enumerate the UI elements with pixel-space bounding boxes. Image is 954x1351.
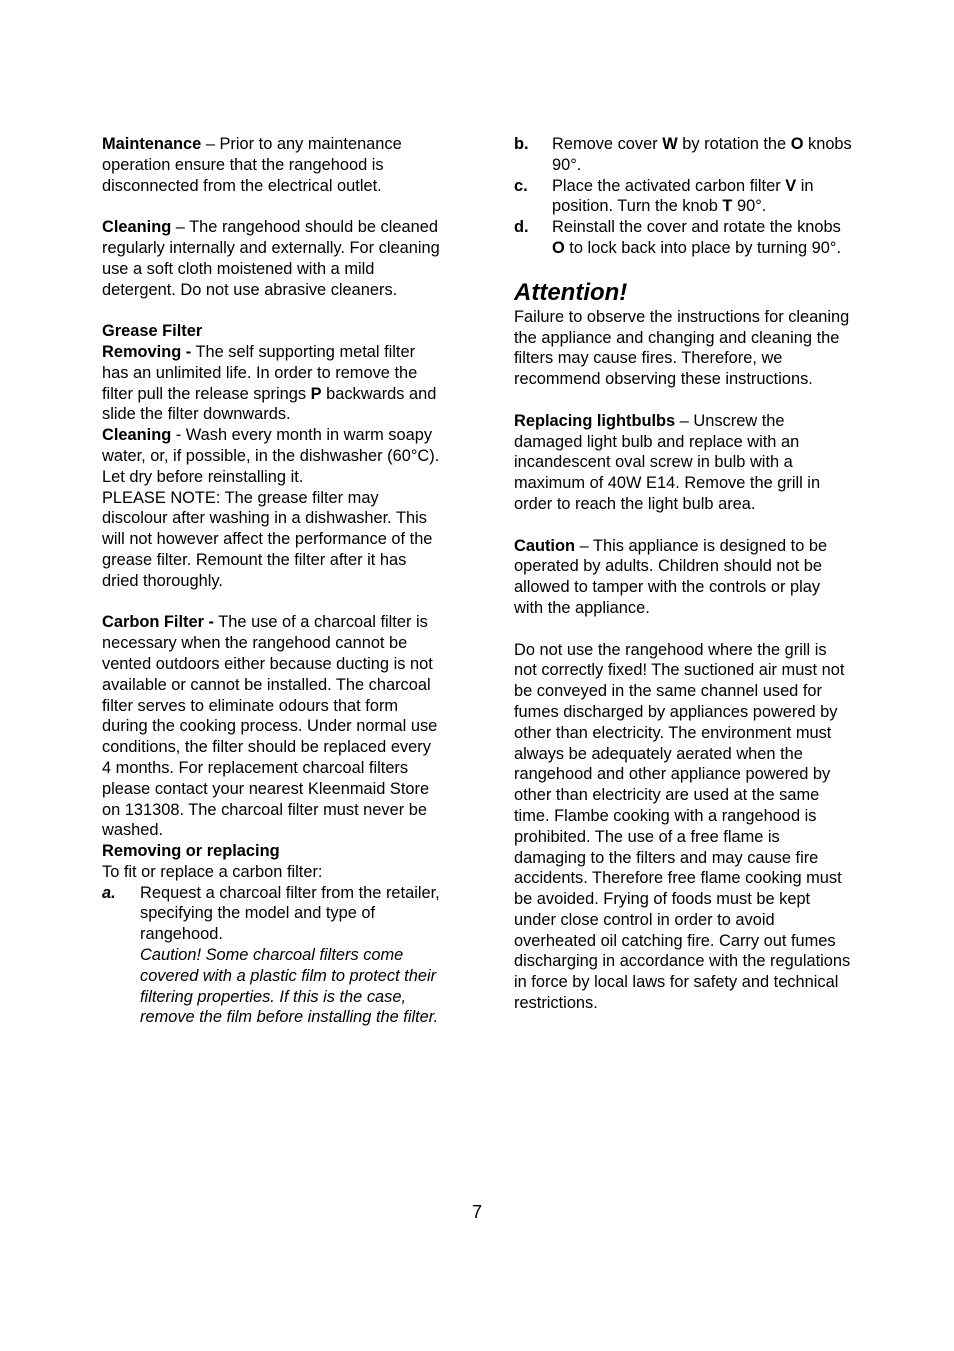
maintenance-heading: Maintenance [102, 135, 202, 153]
list-item-b: b. Remove cover W by rotation the O knobs 90°. [514, 135, 852, 174]
list-item-c: c. Place the activated carbon filter V in position. Turn the knob T 90°. [514, 176, 814, 216]
page-number: 7 [471, 1202, 482, 1222]
attention-heading: Attention! [514, 278, 628, 306]
attention-text: Failure to observe the instructions for cleaning the appliance and changing and cleaning the filters may cause fires. Therefore, we recommend observing these instructions. [514, 307, 850, 389]
cleaning-paragraph: Cleaning – The rangehood should be cleaned regularly internally and externally. For cleaning use a soft cloth moistened with a mild detergent. Do not use abrasive cleaners. [102, 218, 440, 299]
carbon-filter-paragraph: Carbon Filter - The use of a charcoal filter is necessary when the rangehood cannot be vented outdoors either because ducting is not available or cannot be installed. The charcoal filter serves to eliminate odours that form during the cooking process. Under normal use conditions, the filter should be replaced every 4 months. For replacement charcoal filters please contact your nearest Kleenmaid Store on 131308. The charcoal filter must never be washed. [102, 613, 438, 840]
charcoal-caution-note: Caution! Some charcoal filters come covered with a plastic film to protect their filtering properties. If this is the case, remove the film before installing the filter. [140, 946, 439, 1027]
removing-replacing-heading: Removing or replacing [102, 842, 280, 861]
left-column [102, 134, 442, 1028]
grease-cleaning-paragraph: Cleaning - Wash every month in warm soapy water, or, if possible, in the dishwasher (60°C). Let dry before reinstalling it. [102, 426, 440, 486]
removing-paragraph: Removing - The self supporting metal filter has an unlimited life. In order to remove the filter pull the release springs P backwards and slide the filter downwards. [102, 342, 437, 424]
list-item-a: a. Request a charcoal filter from the retailer, specifying the model and type of rangehood. Caution! Some charcoal filters come covered with a plastic film to protect their filtering properties. If this is the case, remove the film before installing the filter. [102, 883, 442, 1029]
lightbulbs-paragraph: Replacing lightbulbs – Unscrew the damaged light bulb and replace with an incandescent oval screw in bulb with a maximum of 40W E14. Remove the grill in order to reach the light bulb area. [514, 411, 821, 513]
list-marker: b. [514, 135, 529, 153]
list-marker: a. [102, 883, 116, 902]
to-fit-text: To fit or replace a carbon filter: [102, 862, 323, 881]
list-marker: d. [514, 218, 529, 237]
caution-paragraph: Caution – This appliance is designed to be operated by adults. Children should not be allowed to tamper with the controls or play with the appliance. [514, 536, 828, 617]
right-column [514, 134, 852, 1014]
list-marker: c. [514, 176, 528, 195]
cleaning-heading: Cleaning [102, 218, 172, 237]
do-not-use-paragraph: Do not use the rangehood where the grill is not correctly fixed! The suctioned air must not be conveyed in the same channel used for fumes discharged by appliances powered by other than electricity. The environment must always be adequately aerated when the rangehood and other appliance powered by other than electricity are used at the same time. Flambe cooking with a rangehood is prohibited. The use of a free flame is damaging to the filters and may cause fire accidents. Therefore free flame cooking must be avoided. Frying of foods must be kept under close control in order to avoid overheated oil catching fire. Carry out fumes discharging in accordance with the regulations in force by local laws for safety and technical restrictions. [514, 640, 851, 1013]
please-note-paragraph: PLEASE NOTE: The grease filter may discolour after washing in a dishwasher. This will not however affect the performance of the grease filter. Remount the filter after it has dried thoroughly. [102, 488, 433, 590]
grease-filter-heading: Grease Filter [102, 322, 203, 341]
list-item-d: d. Reinstall the cover and rotate the knobs O to lock back into place by turning 90°. [514, 218, 841, 257]
maintenance-paragraph: Maintenance – Prior to any maintenance operation ensure that the rangehood is disconnected from the electrical outlet. [102, 135, 402, 195]
